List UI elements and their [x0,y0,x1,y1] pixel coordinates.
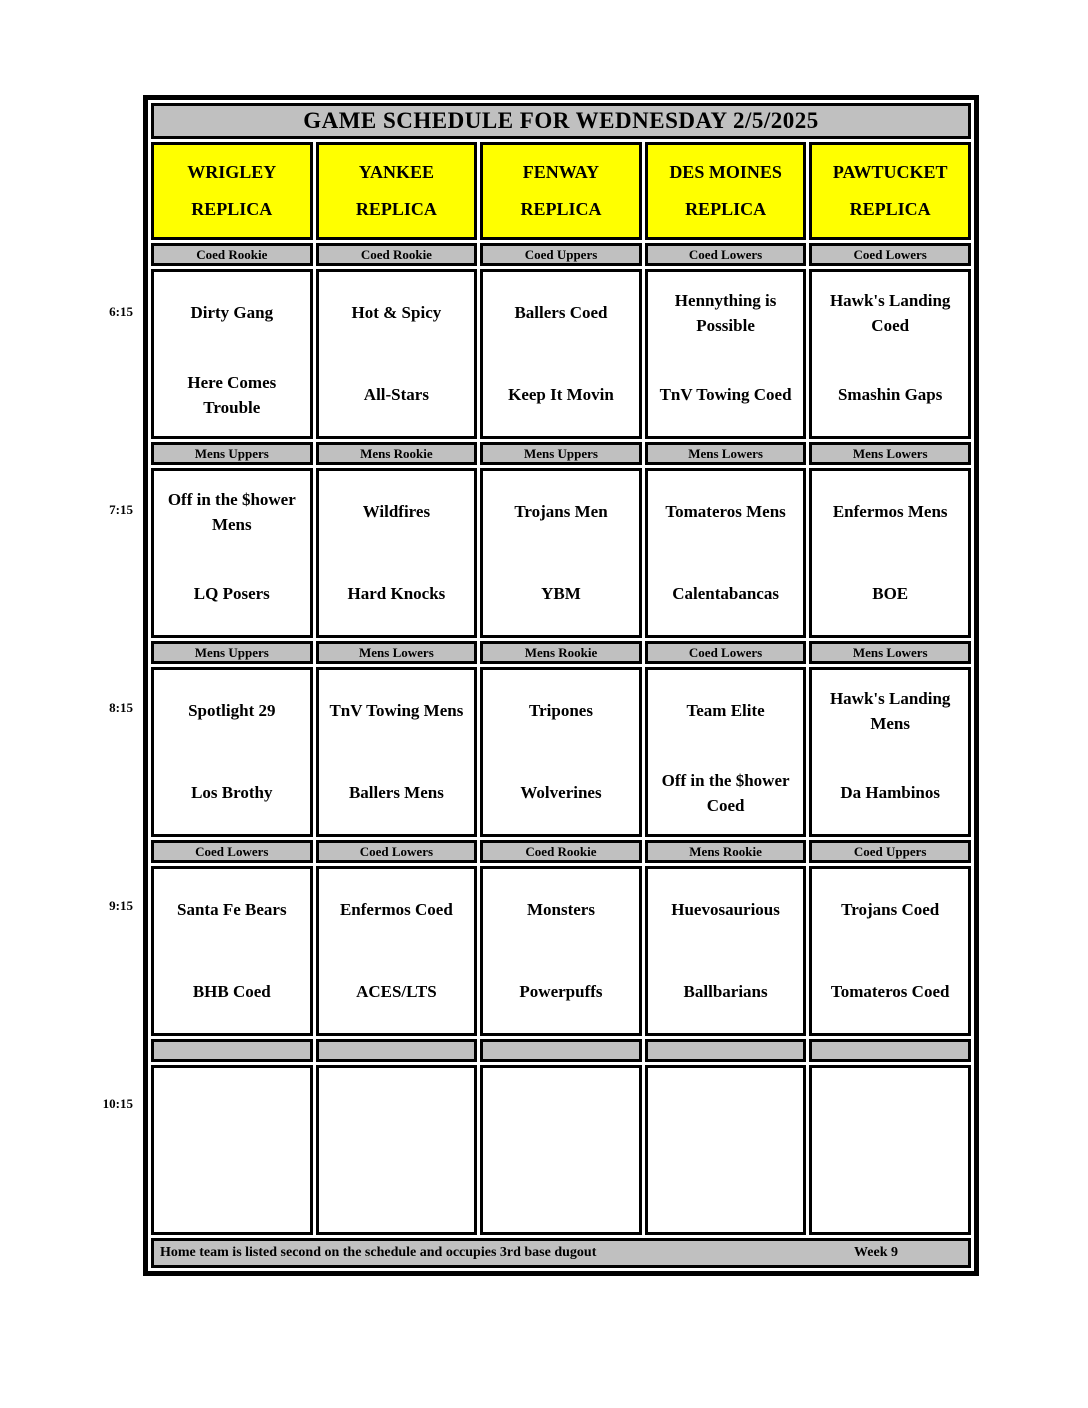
away-team: Wildfires [362,502,431,522]
home-team: Smashin Gaps [837,385,943,405]
home-team: Here Comes Trouble [187,372,277,417]
away-team: Hennything is Possible [674,290,777,335]
footer-note: Home team is listed second on the schedule and occupies 3rd base dugout [160,1245,597,1260]
home-team [483,1150,639,1232]
away-team: Off in the $hower Mens [167,489,296,534]
home-team: All-Stars [363,385,429,405]
division-label [480,1039,642,1062]
home-team: Ballers Mens [348,783,444,803]
field-type: REPLICA [355,199,437,220]
game-cell [480,667,642,837]
footer-row [151,1238,971,1268]
game-cell [316,667,478,837]
division-label: Coed Lowers [316,840,478,863]
division-label [316,1039,478,1062]
division-label: Mens Uppers [151,641,313,664]
game-cell [480,468,642,638]
division-row-615 [151,243,971,266]
away-team: Enfermos Coed [339,900,453,920]
away-team: Trojans Men [514,502,608,522]
field-name: DES MOINES [669,161,782,182]
time-label-1015: 10:15 [102,1096,133,1111]
home-team: BHB Coed [192,982,271,1002]
field-type: REPLICA [520,199,602,220]
game-cell [151,1065,313,1235]
away-team [154,1068,310,1150]
away-team: Dirty Gang [190,303,274,323]
division-label: Coed Uppers [480,243,642,266]
home-team: Ballbarians [683,982,768,1002]
field-header-wrigley [151,142,313,240]
home-team: YBM [541,584,581,604]
division-label: Mens Lowers [316,641,478,664]
game-cell [809,468,971,638]
away-team: Santa Fe Bears [177,900,287,920]
away-team: Trojans Coed [841,900,940,920]
field-type: REPLICA [191,199,273,220]
away-team: Hot & Spicy [351,303,442,323]
home-team: LQ Posers [193,584,270,604]
games-row-615 [151,269,971,439]
field-header-pawtucket [809,142,971,240]
home-team [319,1150,475,1232]
division-label: Mens Uppers [151,442,313,465]
away-team: Ballers Coed [514,303,608,323]
game-cell [151,866,313,1036]
game-cell [480,866,642,1036]
game-cell [645,667,807,837]
away-team: Huevosaurious [671,900,780,920]
week-label: Week 9 [854,1245,898,1260]
game-cell [809,1065,971,1235]
games-row-815 [151,667,971,837]
home-team: Calentabancas [672,584,779,604]
division-label: Mens Rookie [645,840,807,863]
home-team: Los Brothy [191,783,273,803]
game-cell [645,468,807,638]
games-row-1015 [151,1065,971,1235]
division-label: Coed Rookie [480,840,642,863]
field-header-yankee [316,142,478,240]
away-team [648,1068,804,1150]
field-header-row [151,142,971,240]
division-label: Mens Lowers [809,641,971,664]
home-team: Wolverines [520,783,602,803]
game-cell [480,269,642,439]
game-cell [480,1065,642,1235]
game-cell [809,269,971,439]
title-row [151,103,971,139]
away-team: Tomateros Mens [665,502,786,522]
division-label [151,1039,313,1062]
away-team: Team Elite [686,701,765,721]
game-cell [151,269,313,439]
division-label: Coed Rookie [316,243,478,266]
home-team: ACES/LTS [356,982,437,1002]
division-label: Mens Rookie [316,442,478,465]
schedule-table [143,95,979,1276]
field-header-des-moines [645,142,807,240]
home-team: Tomateros Coed [830,982,950,1002]
division-label: Coed Uppers [809,840,971,863]
game-cell [809,667,971,837]
division-label: Coed Lowers [151,840,313,863]
home-team: TnV Towing Coed [659,385,792,405]
time-label-715: 7:15 [109,502,133,517]
division-label: Coed Lowers [645,641,807,664]
field-name: FENWAY [522,161,600,182]
home-team: Off in the $hower Coed [661,770,790,815]
home-team [812,1150,968,1232]
games-row-715 [151,468,971,638]
away-team: Hawk's Landing Mens [829,688,951,733]
game-cell [316,1065,478,1235]
field-name: WRIGLEY [187,161,277,182]
game-cell [151,468,313,638]
field-header-fenway [480,142,642,240]
division-label: Coed Rookie [151,243,313,266]
field-type: REPLICA [685,199,767,220]
game-cell [316,269,478,439]
time-label-915: 9:15 [109,898,133,913]
division-row-915 [151,840,971,863]
division-row-715 [151,442,971,465]
game-cell [151,667,313,837]
game-cell [645,269,807,439]
home-team: Keep It Movin [508,385,614,405]
away-team: Spotlight 29 [188,701,276,721]
field-name: YANKEE [358,161,435,182]
division-label: Coed Lowers [809,243,971,266]
game-cell [645,866,807,1036]
away-team: Monsters [526,900,595,920]
home-team [648,1150,804,1232]
field-type: REPLICA [849,199,931,220]
away-team: Tripones [529,701,593,721]
home-team: Hard Knocks [347,584,446,604]
time-label-815: 8:15 [109,700,133,715]
field-name: PAWTUCKET [832,161,948,182]
division-label: Mens Rookie [480,641,642,664]
away-team: Hawk's Landing Coed [829,290,951,335]
division-label: Coed Lowers [645,243,807,266]
home-team [154,1150,310,1232]
time-label-615: 6:15 [109,304,133,319]
home-team: BOE [872,584,909,604]
away-team [483,1068,639,1150]
division-label [809,1039,971,1062]
away-team [319,1068,475,1150]
away-team: TnV Towing Mens [329,701,464,721]
division-label: Mens Uppers [480,442,642,465]
game-cell [645,1065,807,1235]
schedule-title: GAME SCHEDULE FOR WEDNESDAY 2/5/2025 [151,103,971,139]
footer-bar [151,1238,971,1268]
game-cell [809,866,971,1036]
division-label [645,1039,807,1062]
away-team: Enfermos Mens [832,502,948,522]
game-cell [316,866,478,1036]
game-cell [316,468,478,638]
division-label: Mens Lowers [809,442,971,465]
division-row-1015 [151,1039,971,1062]
games-row-915 [151,866,971,1036]
division-label: Mens Lowers [645,442,807,465]
home-team: Powerpuffs [519,982,603,1002]
division-row-815 [151,641,971,664]
home-team: Da Hambinos [840,783,941,803]
away-team [812,1068,968,1150]
